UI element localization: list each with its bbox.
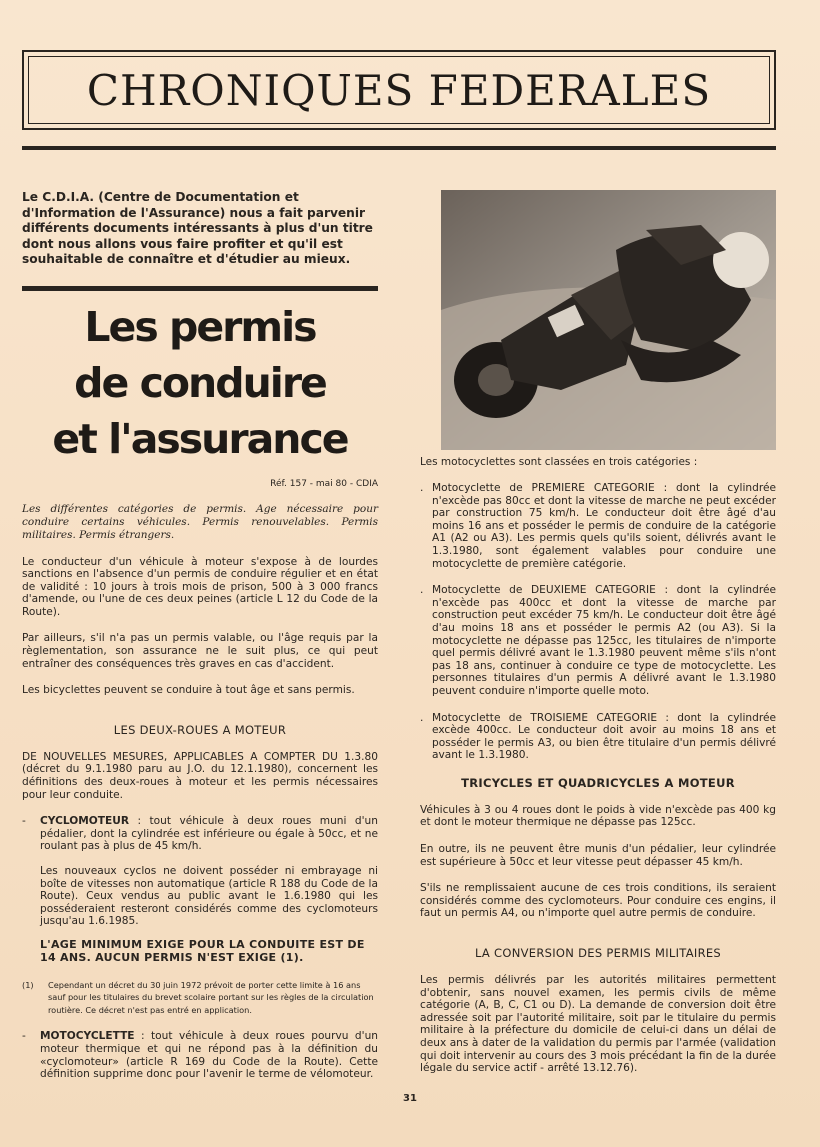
category-third bbox=[420, 712, 776, 762]
tricycles-paragraph-1: Véhicules à 3 ou 4 roues dont le poids à vide n'excède pas 400 kg et dont le moteur thermique ne dépasse pas 125cc. bbox=[420, 803, 776, 829]
page-number: 31 bbox=[403, 1093, 417, 1104]
motocyclette-item bbox=[22, 1030, 378, 1080]
cyclomoteur-details: Les nouveaux cyclos ne doivent posséder ni embrayage ni boîte de vitesses non automatique (article R 188 du Code de la Route). Ceux vendus au public avant le 1.6.1980 qui les posséderaient resteront considérés comme des cyclomoteurs jusqu'au 1.6.1985. bbox=[40, 865, 378, 928]
motorcycle-photo-image bbox=[441, 190, 776, 450]
article-reference: Réf. 157 - mai 80 - CDIA bbox=[270, 478, 378, 489]
top-rule bbox=[22, 146, 776, 150]
categories-intro: Les motocyclettes sont classées en trois catégories : bbox=[420, 456, 698, 468]
category-first bbox=[420, 482, 776, 570]
paragraph-bicycles: Les bicyclettes peuvent se conduire à tout âge et sans permis. bbox=[22, 684, 355, 697]
category-second-text: Motocyclette de DEUXIEME CATEGORIE : dont la cylindrée n'excède pas 400cc et dont la vitesse de marche par construction peut excéder 75 km/h. Le conducteur doit être âgé d'au moins 18 ans et posséder le permis A2 (ou A3). Si la motocyclette ne dépasse pas 125cc, les titulaires de n'importe quel permis délivré avant le 1.3.1980 peuvent même s'ils n'ont pas 18 ans, continuer à conduire ce type de motocyclette. Les personnes titulaires d'un permis A délivré avant le 1.3.1980 peuvent conduire n'importe quelle moto. bbox=[432, 584, 776, 697]
headline-line-1: Les permis bbox=[84, 302, 316, 351]
category-first-bullet: . bbox=[420, 482, 424, 494]
category-third-text: Motocyclette de TROISIEME CATEGORIE : dont la cylindrée excède 400cc. Le conducteur doit avoir au moins 18 ans et posséder le permis A3, ou bien être titulaire d'un permis délivré avant le 1.3.1980. bbox=[432, 711, 776, 762]
paragraph-insurance: Par ailleurs, s'il n'a pas un permis valable, ou l'âge requis par la règlementation, son assurance ne le suit plus, ce qui peut entraîner des conséquences très graves en cas d'accident. bbox=[22, 632, 378, 670]
section-heading-deux-roues: LES DEUX-ROUES A MOTEUR bbox=[113, 722, 287, 737]
cyclomoteur-item bbox=[22, 815, 378, 853]
deux-roues-lead: DE NOUVELLES MESURES, APPLICABLES A COMPTER DU 1.3.80 (décret du 9.1.1980 paru au J.O. du 12.1.1980), concernent les définitions des deux-roues à moteur et les permis nécessaires pour leur conduite. bbox=[22, 750, 378, 801]
headline-rule bbox=[22, 286, 378, 291]
article-headline bbox=[22, 299, 378, 467]
cyclomoteur-bullet: - bbox=[22, 815, 26, 828]
masthead-inner-frame bbox=[28, 56, 770, 124]
right-column bbox=[420, 456, 776, 1075]
left-column bbox=[22, 190, 378, 1081]
footnote-marker: (1) bbox=[22, 979, 34, 990]
footnote-text: Cependant un décret du 30 juin 1972 prévoit de porter cette limite à 16 ans sauf pour les titulaires du brevet scolaire portant sur les règles de la circulation routière. Ce décret n'est pas entré en application. bbox=[48, 979, 374, 1015]
motorcycle-photo bbox=[441, 190, 776, 450]
category-third-bullet: . bbox=[420, 711, 424, 724]
headline-line-3: et l'assurance bbox=[52, 414, 348, 463]
conversion-paragraph: Les permis délivrés par les autorités militaires permettent d'obtenir, sans nouvel examen, les permis civils de même catégorie (A, B, C, C1 ou D). La demande de conversion doit être adressée soit par l'autorité militaire, soit par le titulaire du permis militaire à la préfecture du domicile de celui-ci dans un délai de deux ans à dater de la validation du permis par l'armée (validation qui doit intervenir au cours des 3 mois précédant la fin de la durée légale du service actif - arrêté 13.12.76). bbox=[420, 974, 776, 1075]
section-heading-tricycles: TRICYCLES ET QUADRICYCLES A MOTEUR bbox=[461, 775, 735, 790]
footnote bbox=[22, 979, 378, 1017]
tricycles-paragraph-2: En outre, ils ne peuvent être munis d'un pédalier, leur cylindrée est supérieure à 50cc et leur vitesse peut dépasser 45 km/h. bbox=[420, 843, 776, 868]
section-heading-conversion: LA CONVERSION DES PERMIS MILITAIRES bbox=[474, 946, 722, 961]
masthead-frame bbox=[22, 50, 776, 130]
cyclomoteur-definition: : tout véhicule à deux roues muni d'un pédalier, dont la cylindrée est inférieure ou égale à 50cc, et ne roulant pas à plus de 45 km/h. bbox=[40, 815, 378, 853]
motocyclette-term: MOTOCYCLETTE bbox=[40, 1030, 135, 1043]
masthead-title: CHRONIQUES FEDERALES bbox=[86, 65, 712, 115]
intro-paragraph: Le C.D.I.A. (Centre de Documentation et d'Information de l'Assurance) nous a fait parvenir différents documents intéressants à plus d'un titre dont nous allons vous faire profiter et qu'il est souhaitable de connaître et d'étudier au mieux. bbox=[22, 190, 373, 266]
age-minimum-warning: L'AGE MINIMUM EXIGE POUR LA CONDUITE EST DE 14 ANS. AUCUN PERMIS N'EST EXIGE (1). bbox=[40, 937, 365, 965]
category-second bbox=[420, 584, 776, 697]
cyclomoteur-term: CYCLOMOTEUR bbox=[40, 815, 129, 828]
tricycles-paragraph-3: S'ils ne remplissaient aucune de ces trois conditions, ils seraient considérés comme des cyclomoteurs. Pour conduire ces engins, il faut un permis A4, ou n'importe quel autre permis de conduire. bbox=[420, 882, 776, 920]
headline-line-2: de conduire bbox=[74, 358, 326, 407]
category-first-text: Motocyclette de PREMIERE CATEGORIE : dont la cylindrée n'excède pas 80cc et dont la vitesse de marche ne peut excéder par construction 75 km/h. Le conducteur doit être âgé d'au moins 16 ans et posséder le permis de conduire de la catégorie A1 (A2 ou A3). Les permis quels qu'ils soient, délivrés avant le 1.3.1980, sont également valables pour conduire une motocyclette de première catégorie. bbox=[432, 482, 776, 570]
category-second-bullet: . bbox=[420, 584, 424, 597]
article-subtitle: Les différentes catégories de permis. Age nécessaire pour conduire certains véhicules. Permis renouvelables. Permis militaires. Permis étrangers. bbox=[22, 502, 378, 541]
paragraph-sanctions: Le conducteur d'un véhicule à moteur s'expose à de lourdes sanctions en l'absence d'un permis de conduire régulier et en état de validité : 10 jours à trois mois de prison, 500 à 3 000 francs d'amende, ou l'une de ces deux peines (article L 12 du Code de la Route). bbox=[22, 555, 378, 618]
motocyclette-definition: : tout véhicule à deux roues pourvu d'un moteur thermique et qui ne répond pas à la définition du «cyclomoteur» (article R 169 du Code de la Route). Cette définition supprime donc pour l'avenir le terme de vélomoteur. bbox=[40, 1030, 378, 1081]
motocyclette-bullet: - bbox=[22, 1030, 26, 1043]
